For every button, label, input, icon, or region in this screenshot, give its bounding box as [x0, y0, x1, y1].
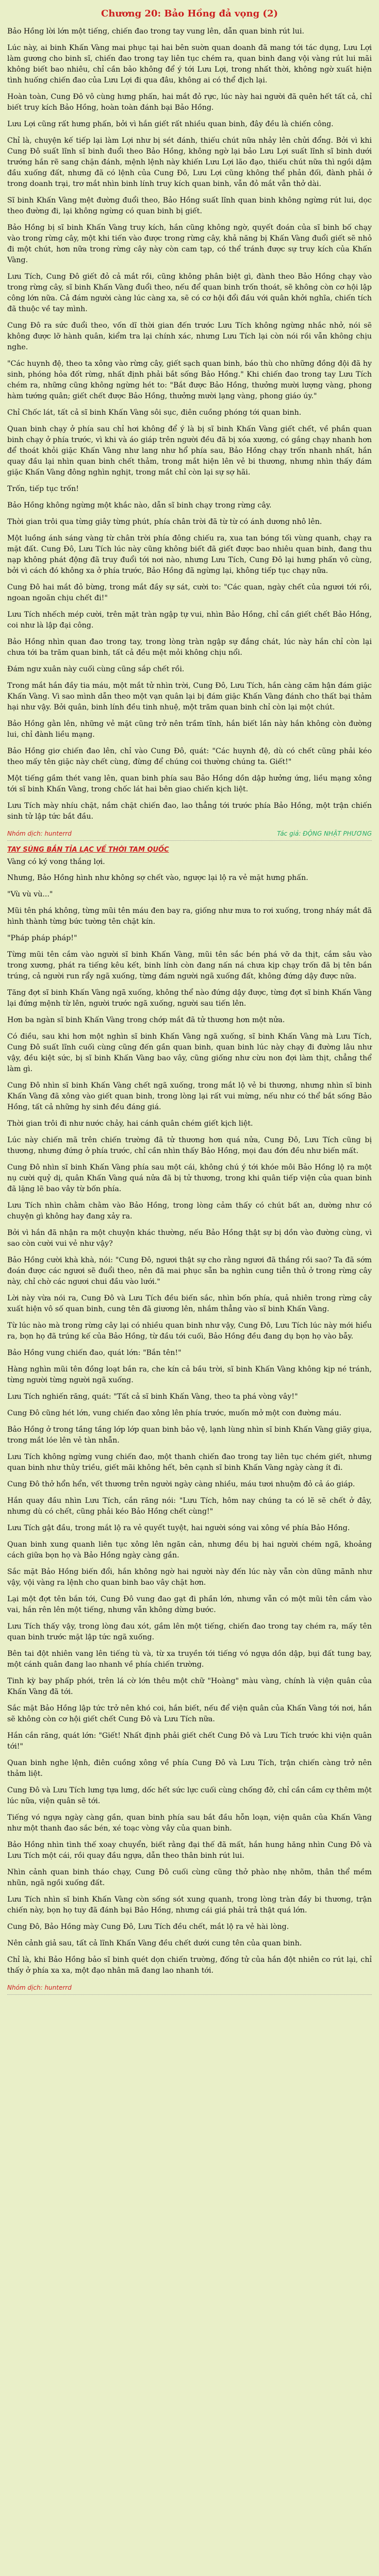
paragraph: Tiếng vó ngựa ngày càng gần, quan binh phía sau bắt đầu hỗn loạn, viện quân của Khấn Vàng như một thanh đao sắc bén, xé toạc vòng vây của quan binh. — [7, 1814, 372, 1833]
paragraph: Quan binh chạy ở phía sau chỉ hơi không để ý là bị sĩ binh Khấn Vàng giết chết, về phần quan binh chạy ở phía trước, vì khi và áo giáp trên người đều đã bị xóa xương, có gắng chạy nhanh hơn để thoát khỏi giặc Khấn Vàng như lang như hổ phía sau, Bảo Hồng chạy trốn nhanh nhất, hắn quay đầu lại nhìn quan binh chết thảm, trong mắt hiện lên vẻ bi thương, nhưng nhìn thấy đám giặc Khấn Vàng đông nghìn nghịt, trong mắt chỉ còn lại sự sợ hãi. — [7, 425, 372, 477]
paragraph: Nhìn cảnh quan binh tháo chạy, Cung Đô cuối cùng cũng thở phào nhẹ nhõm, thân thể mềm nhũn, ngã ngồi xuống đất. — [7, 1868, 372, 1887]
paragraph: Lưu Lợi cũng rất hưng phấn, bởi vì hắn giết rất nhiều quan binh, đây đều là chiến công. — [7, 120, 334, 128]
paragraph: Bên tai đột nhiên vang lên tiếng tù và, từ xa truyền tới tiếng vó ngựa dồn dập, bụi đất tung bay, một cánh quân đang lao nhanh về phía chiến trường. — [7, 1650, 372, 1669]
paragraph: Hơn ba ngàn sĩ binh Khấn Vàng trong chớp mắt đã tử thương hơn một nửa. — [7, 1016, 285, 1024]
paragraph: Thời gian trôi qua từng giây từng phút, phía chân trời đã từ từ có ánh dương nhô lên. — [7, 518, 322, 526]
paragraph: Lưu Tích không ngừng vung chiến đao, một thanh chiến đao trong tay liên tục chém giết, nhưng quan binh như thủy triều, giết mãi không hết, bên cạnh sĩ binh Khấn Vàng ngày càng ít đi. — [7, 1453, 372, 1472]
paragraph: Chỉ là, khi Bảo Hồng bảo sĩ binh quét dọn chiến trường, đống tử của hắn đột nhiên co rút lại, chỉ thấy ở phía xa xa, một đạo nhân mã đang lao nhanh tới. — [7, 1956, 372, 1975]
paragraph: Bảo Hồng nhìn quan đao trong tay, trong lòng tràn ngập sự đắng chát, lúc này hắn chỉ còn lại chưa tới ba trăm quan binh, tất cả đều mệt mỏi không chịu nổi. — [7, 638, 372, 657]
paragraph: Cung Đô ra sức đuổi theo, vốn dĩ thời gian đến trước Lưu Tích không ngừng nhắc nhở, nói sẽ không được lỡ hành quân, kiểm tra lại chính xác, nhưng Lưu Tích lại còn nói rồi vẫn không chịu nghe. — [7, 321, 372, 351]
paragraph: Cung Đô và Lưu Tích lưng tựa lưng, dốc hết sức lực cuối cùng chống đỡ, chỉ cần cầm cự thêm một lúc nữa, viện quân sẽ tới. — [7, 1786, 372, 1805]
paragraph: Lời này vừa nói ra, Cung Đô và Lưu Tích đều biến sắc, nhìn bốn phía, quả nhiên trong rừng cây xuất hiện vô số quan binh, cung tên đã giương lên, nhắm thẳng vào sĩ binh Khấn Vàng. — [7, 1294, 372, 1313]
paragraph: Lúc này chiến mã trên chiến trường đã tử thương hơn quá nửa, Cung Đô, Lưu Tích cũng bị thương, nhưng đứng ở phía trước, chỉ cần nhìn thấy Bảo Hồng, mọi đau đớn đều như biến mất. — [7, 1136, 372, 1155]
paragraph: Hàng nghìn mũi tên đồng loạt bắn ra, che kín cả bầu trời, sĩ binh Khấn Vàng không kịp né tránh, từng người từng người ngã xuống. — [7, 1365, 372, 1384]
paragraph: Cung Đô, Bảo Hồng mày Cung Đô, Lưu Tích đều chết, mắt lộ ra vẻ hài lòng. — [7, 1923, 289, 1931]
paragraph: Lưu Tích nghiến răng, quát: "Tất cả sĩ binh Khấn Vàng, theo ta phá vòng vây!" — [7, 1393, 298, 1401]
paragraph: Nhưng, Bảo Hồng hình như không sợ chết vào, ngược lại lộ ra vẻ mặt hưng phấn. — [7, 874, 308, 882]
paragraph: Bảo Hồng lời lớn một tiếng, chiến đao trong tay vung lên, dẫn quan binh rút lui. — [7, 27, 304, 36]
book-heading-link[interactable]: TAY SÚNG BẮN TỈA LẠC VỀ THỜI TAM QUỐC — [7, 846, 169, 854]
watermark — [108, 2514, 274, 2576]
paragraph: Hắn quay đầu nhìn Lưu Tích, cắn răng nói: "Lưu Tích, hôm nay chúng ta có lẽ sẽ chết ở đây, nhưng dù có chết, cũng phải kéo Bảo Hồng chết cùng!" — [7, 1497, 372, 1516]
paragraph: Thời gian trôi đi như nước chảy, hai cánh quân chém giết kịch liệt. — [7, 1120, 253, 1128]
paragraph: Cung Đô nhìn sĩ binh Khấn Vàng chết ngã xuống, trong mắt lộ vẻ bi thương, nhưng nhìn sĩ binh Khấn Vàng đã xông vào giết quan binh, trong lòng lại rất vui mừng, nếu như có thể bắt sống Bảo Hồng, tất cả những hy sinh đều đáng giá. — [7, 1081, 372, 1111]
paragraph: Hắn cắn răng, quát lớn: "Giết! Nhất định phải giết chết Cung Đô và Lưu Tích trước khi viện quân tới!" — [7, 1732, 372, 1751]
paragraph: Lưu Tích thấy vậy, trong lòng đau xót, gầm lên một tiếng, chiến đao trong tay chém ra, mấy tên quan binh trước mặt lập tức ngã xuống. — [7, 1622, 372, 1641]
paragraph: Bảo Hồng không ngừng một khắc nào, dẫn sĩ binh chạy trong rừng cây. — [7, 501, 272, 510]
paragraph: Lưu Tích nhếch mép cười, trên mặt tràn ngập tự vui, nhìn Bảo Hồng, chỉ cần giết chết Bảo Hồng, coi như là lập đại công. — [7, 611, 372, 630]
paragraph: Sắc mặt Bảo Hồng lập tức trở nên khó coi, hắn biết, nếu để viện quân của Khấn Vàng tới nơi, hắn sẽ không còn cơ hội giết chết Cung Đô và Lưu Tích nữa. — [7, 1704, 372, 1723]
paragraph: Tăng đợt sĩ binh Khấn Vàng ngã xuống, không thể nào đứng dậy được, từng đợt sĩ binh Khấn Vàng lại đứng mệnh từ lên, người trước ngã xuống, người sau tiến lên. — [7, 989, 372, 1008]
paragraph: Cung Đô nhìn sĩ binh Khấn Vàng phía sau một cái, không chú ý tới khóe môi Bảo Hồng lộ ra một nụ cười quỷ dị, quân Khấn Vàng quá nửa đã bị tử thương, trong khi quân tiếp viện của quan binh đã lặng lẽ bao vây từ bốn phía. — [7, 1163, 372, 1193]
paragraph: Đám ngư xuân này cuối cùng cũng sắp chết rồi. — [7, 665, 185, 673]
paragraph: Cung Đô cũng hét lớn, vung chiến đao xông lên phía trước, muốn mở một con đường máu. — [7, 1409, 342, 1417]
paragraph: "Vù vù vù..." — [7, 890, 53, 899]
paragraph: Bởi vì hắn đã nhận ra một chuyện khác thường, nếu Bảo Hồng thật sự bị dồn vào đường cùng, vì sao còn cười vui vẻ như vậy? — [7, 1229, 372, 1248]
paragraph: Mũi tên phá không, từng mũi tên máu đen bay ra, giống như mưa to rơi xuống, trong nháy mắt đã hình thành từng bức tường tên chặt kín. — [7, 907, 372, 926]
paragraph: Có điều, sau khi hơn một nghìn sĩ binh Khấn Vàng ngã xuống, sĩ binh Khấn Vàng mà Lưu Tích, Cung Đô suất lĩnh cuối cùng cũng đến gần quan binh, quan binh lúc này chạy đi đường lâu như vậy, đều kiệt sức, bị sĩ binh Khấn Vàng bao vây, cũng giống như cừu non đợi làm thịt, chẳng thể làm gì. — [7, 1032, 372, 1073]
paragraph: Sắc mặt Bảo Hồng biến đổi, hắn không ngờ hai người này đến lúc này vẫn còn dũng mãnh như vậy, vội vàng ra lệnh cho quan binh bao vây chặt hơn. — [7, 1568, 372, 1587]
chapter-body-continued — [7, 873, 372, 1976]
paragraph: Tinh kỳ bay phấp phới, trên lá cờ lớn thêu một chữ "Hoàng" màu vàng, chính là viện quân của Khấn Vàng đã tới. — [7, 1677, 372, 1696]
paragraph: Chỉ Chốc lát, tất cả sĩ binh Khấn Vàng sôi sục, điên cuồng phóng tới quan binh. — [7, 409, 302, 417]
editor-credit: Nhóm dịch: hunterrd — [7, 830, 72, 837]
paragraph: Lúc này, ai binh Khấn Vàng mai phục tại hai bên suờn quan doanh đã mang tới tác dụng, Lưu Lợi làm gương cho binh sĩ, chiến đao trong tay liên tục chém ra, quan binh đang vội vàng rút lui mãi không biết bao nhiêu, chỉ cần bảo không để ý tới Lưu Lợi, trong nhất thời, không ngờ xuất hiện tình huống chiến đao của Lưu Lợi đi qua đâu, không ai có thể địch lại. — [7, 44, 372, 84]
paragraph: Lưu Tích nhìn sĩ binh Khấn Vàng còn sống sót xung quanh, trong lòng tràn đầy bi thương, trận chiến này, bọn họ tuy đã đánh bại Bảo Hồng, nhưng cái giá phải trả thật quá lớn. — [7, 1895, 372, 1914]
paragraph: Một luồng ánh sáng vàng từ chân trời phía đông chiếu ra, xua tan bóng tối vùng quanh, chạy ra mặt đất. Cung Đô, Lưu Tích lúc này cũng không biết đã giết được bao nhiêu quan binh, đang thu nạp không phát động đã truy đuổi tới nơi nào, nhưng Lưu Tích, Cung Đô lại hưng phấn vô cùng, bởi vì cách đó không xa ở phía trước, Bảo Hồng đã ngừng lại, không tiếp tục chạy nữa. — [7, 534, 372, 575]
paragraph: Lưu Tích mày nhíu chặt, nắm chặt chiến đao, lao thẳng tới trước phía Bảo Hồng, một trận chiến sinh tử lập tức bắt đầu. — [7, 802, 372, 821]
paragraph: Hoàn toàn, Cung Đô vô cùng hưng phấn, hai mắt đỏ rực, lúc này hai người đã quên hết tất cả, chỉ biết truy kích Bảo Hồng, hoàn toàn đánh bại Bảo Hồng. — [7, 93, 372, 112]
paragraph: Bảo Hồng nhìn tình thế xoay chuyển, biết rằng đại thế đã mất, hắn hung hăng nhìn Cung Đô và Lưu Tích một cái, rồi quay đầu ngựa, dẫn theo thân binh rút lui. — [7, 1841, 372, 1860]
paragraph: Bảo Hồng giơ chiến đao lên, chỉ vào Cung Đô, quát: "Các huynh đệ, dù có chết cũng phải kéo theo mấy tên giặc này chết cùng, đừng để chúng coi thường chúng ta. Giết!" — [7, 747, 372, 766]
author-credit: Tác giả: ĐỘNG NHẬT PHƯƠNG — [277, 830, 372, 837]
paragraph: Sĩ binh Khấn Vàng mệt đường đuổi theo, Bảo Hồng suất lĩnh quan binh không ngừng rút lui, dọc theo đường đi, lại không ngừng có quan binh bị giết. — [7, 196, 372, 215]
paragraph: Bảo Hồng cười khà khà, nói: "Cung Đô, ngươi thật sự cho rằng ngươi đã thắng rồi sao? Ta đã sớm đoán được các ngươi sẽ đuổi theo, nên đã mai phục sẵn ba nghìn cung tiễn thủ ở trong rừng cây này, chỉ chờ các ngươi chui đầu vào lưới." — [7, 1256, 372, 1286]
paragraph: Một tiếng gầm thét vang lên, quan binh phía sau Bảo Hồng dồn dập hưởng ứng, liều mạng xông tới sĩ binh Khấn Vàng, trong chốc lát hai bên giao chiến kịch liệt. — [7, 774, 372, 793]
section-subtitle: Vàng có ký vong thắng lợi. — [7, 858, 105, 866]
paragraph: "Các huynh đệ, theo ta xông vào rừng cây, giết sạch quan binh, báo thù cho những đồng đội đã hy sinh, phóng hỏa đốt rừng, nhất định phải bắt sống Bảo Hồng." Khi chiến đao trong tay Lưu Tích chém ra, những cũng không ngừng hét to: "Bắt được Bảo Hồng, thưởng mười lượng vàng, phong hàm tướng quân; giết chết được Bảo Hồng, thưởng mười lạng vàng, phong giáo úy." — [7, 360, 372, 400]
paragraph: Lưu Tích gật đầu, trong mắt lộ ra vẻ quyết tuyệt, hai người sóng vai xông về phía Bảo Hồng. — [7, 1524, 350, 1532]
paragraph: "Pháp pháp pháp!" — [7, 934, 77, 942]
paragraph: Bảo Hồng vung chiến đao, quát lớn: "Bắn tên!" — [7, 1349, 182, 1357]
paragraph: Chỉ là, chuyện kế tiếp lại làm Lợi như bị sét đánh, thiếu chút nữa nhảy lên chửi đổng. Bởi vì khi Cung Đô suất lĩnh sĩ binh đuổi theo Bảo Hồng, không ngờ lại bảo Lưu Lợi suất lĩnh sĩ binh dưới trướng hắn rẽ sang chặn đánh, mệnh lệnh này khiến Lưu Lợi lão đạo, thiếu chút nữa thì ngồi dậm đầu xuống đất, nhưng đã có lệnh của Cung Đô, Lưu Lợi cũng không thể phản đối, đành phải ở trong doanh trại, trơ mắt nhìn binh lính truy kích quan binh, vẫn đỏ mắt vẫn thở dài. — [7, 137, 372, 188]
paragraph: Quan binh xung quanh liên tục xông lên ngăn cản, nhưng đều bị hai người chém ngã, khoảng cách giữa bọn họ và Bảo Hồng ngày càng gần. — [7, 1540, 372, 1560]
chapter-body — [7, 26, 372, 822]
paragraph: Cung Đô hai mắt đỏ bừng, trong mắt đầy sự sát, cười to: "Các quan, ngày chết của ngươi tới rồi, ngoan ngoãn chịu chết đi!" — [7, 583, 372, 602]
footer-editor-credit: Nhóm dịch: hunterrd — [7, 1984, 72, 1991]
paragraph: Trong mắt hắn đầy tia máu, một mắt tử nhìn trời, Cung Đô, Lưu Tích, hắn càng căm hận đám giặc Khấn Vàng. Vì sao mình dẫn theo một vạn quân lại bị đám giặc Khấn Vàng đánh cho thất bại thảm hại như vậy. Bởi quân, binh lính đều tinh nhuệ, một trăm quan binh chỉ còn lại một chút. — [7, 682, 372, 711]
paragraph: Từ lúc nào mà trong rừng cây lại có nhiều quan binh như vậy, Cung Đô, Lưu Tích lúc này mới hiểu ra, bọn họ đã trúng kế của Bảo Hồng, từ đầu tới cuối, Bảo Hồng đều đang dụ bọn họ vào bẫy. — [7, 1321, 372, 1341]
paragraph: Lại một đợt tên bắn tới, Cung Đô vung đao gạt đi phần lớn, nhưng vẫn có một mũi tên cắm vào vai, hắn rên lên một tiếng, nhưng vẫn không dừng bước. — [7, 1595, 372, 1614]
paragraph: Nên cảnh giả sau, tất cả lĩnh Khấn Vàng đều chết dưới cung tên của quan binh. — [7, 1939, 302, 1947]
paragraph: Cung Đô thở hổn hển, vết thương trên người ngày càng nhiều, máu tươi nhuộm đỏ cả áo giáp. — [7, 1480, 355, 1488]
footer-meta — [7, 1982, 372, 1995]
chapter-title: Chương 20: Bảo Hồng đả vọng (2) — [101, 8, 278, 19]
paragraph: Lưu Tích nhìn chằm chằm vào Bảo Hồng, trong lòng cảm thấy có chút bất an, dường như có chuyện gì không hay đang xảy ra. — [7, 1201, 372, 1221]
paragraph: Trốn, tiếp tục trốn! — [7, 485, 79, 493]
chapter-meta — [7, 828, 372, 841]
paragraph: Lưu Tích, Cung Đô giết đỏ cả mắt rồi, cũng không phân biệt gì, đành theo Bảo Hồng chạy vào trong rừng cây, sĩ binh Khấn Vàng đuổi theo, nếu để quan binh trốn thoát, sẽ không còn cơ hội lập công lớn nữa. Cả đám người càng lúc càng xa, sẽ có cơ hội đổi đầu với quân khởi nghĩa, chiến tích đã thuộc về tay mình. — [7, 273, 372, 313]
paragraph: Bảo Hồng gằn lên, những vẻ mặt cũng trở nên trầm tĩnh, hắn biết lần này hắn không còn đường lui, chỉ đành liều mạng. — [7, 720, 372, 739]
paragraph: Từng mũi tên cắm vào người sĩ binh Khấn Vàng, mũi tên sắc bén phá vỡ da thịt, cắm sâu vào trong xương, phát ra tiếng kêu kết, binh lính còn đang nấn ná chưa kịp chạy trốn đã bị tên bắn trúng, cả người run rẩy ngã xuống, từng đám người ngã xuống đất, không đứng dậy được nữa. — [7, 951, 372, 980]
paragraph: Quan binh nghe lệnh, điên cuồng xông về phía Cung Đô và Lưu Tích, trận chiến càng trở nên thảm liệt. — [7, 1759, 372, 1778]
paragraph: Bảo Hồng ở trong tầng tầng lớp lớp quan binh bảo vệ, lạnh lùng nhìn sĩ binh Khấn Vàng giãy giụa, trong mắt lóe lên vẻ tàn nhẫn. — [7, 1426, 372, 1445]
paragraph: Bảo Hồng bị sĩ binh Khấn Vàng truy kích, hắn cũng không ngờ, quyết đoán của sĩ binh bố chạy vào trong rừng cây, một khi tiến vào được trong rừng cây, khả năng bị Khấn Vàng đuổi giết sẽ nhỏ đi một chút, hơn nữa trong rừng cây này còn cam tạp, có thể tránh được sự truy kích của Khấn Vàng. — [7, 224, 372, 264]
